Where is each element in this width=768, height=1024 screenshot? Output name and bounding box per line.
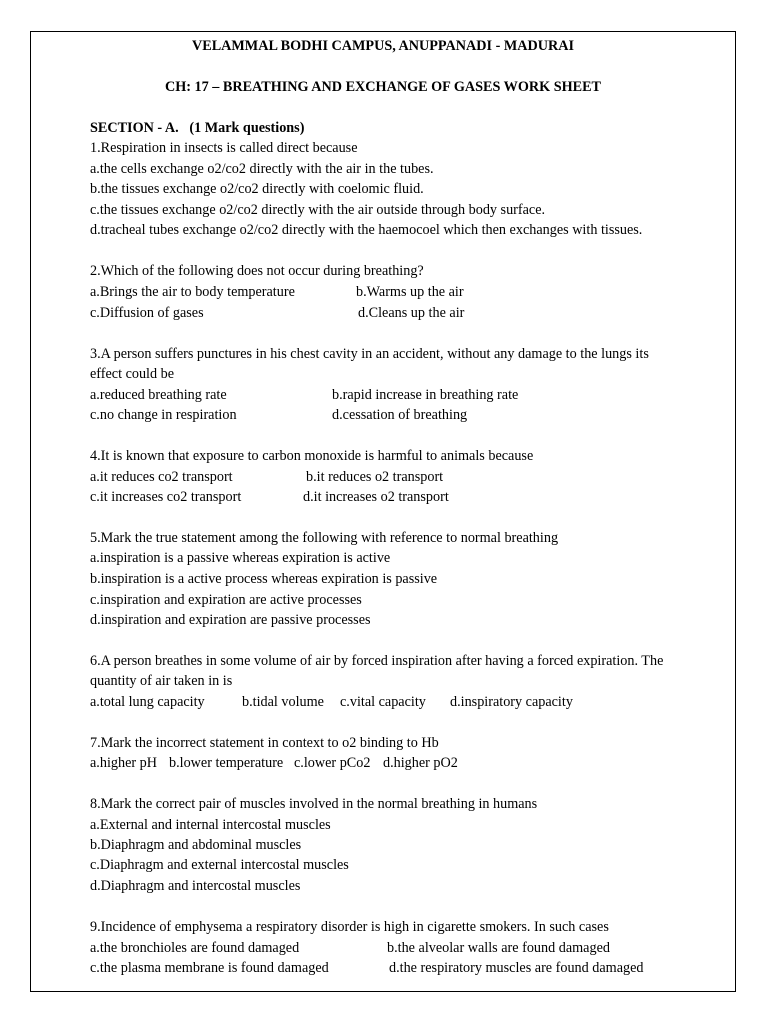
- question-6-option-d: d.inspiratory capacity: [450, 694, 573, 710]
- question-5-option-d: d.inspiration and expiration are passive processes: [90, 612, 371, 628]
- question-3-option-b: b.rapid increase in breathing rate: [332, 387, 519, 403]
- section-heading: [90, 119, 304, 137]
- question-5-option-a: a.inspiration is a passive whereas expiration is active: [90, 550, 391, 566]
- question-2-option-b: b.Warms up the air: [356, 284, 464, 300]
- question-1-option-a: a.the cells exchange o2/co2 directly with the air in the tubes.: [90, 161, 434, 177]
- section-label: SECTION - A.: [90, 120, 179, 136]
- question-8-option-a: a.External and internal intercostal muscles: [90, 817, 331, 833]
- question-4-option-d: d.it increases o2 transport: [303, 489, 449, 505]
- question-8-option-c: c.Diaphragm and external intercostal muscles: [90, 857, 349, 873]
- question-2-option-c: c.Diffusion of gases: [90, 305, 204, 321]
- question-6-option-c: c.vital capacity: [340, 694, 426, 710]
- question-9-option-d: d.the respiratory muscles are found damaged: [389, 960, 644, 976]
- question-3-stem-line-1: 3.A person suffers punctures in his chest cavity in an accident, without any damage to the lungs its: [90, 346, 649, 362]
- question-6-option-b: b.tidal volume: [242, 694, 324, 710]
- question-1-option-c: c.the tissues exchange o2/co2 directly with the air outside through body surface.: [90, 202, 546, 218]
- question-5-option-c: c.inspiration and expiration are active processes: [90, 592, 362, 608]
- question-4-option-c: c.it increases co2 transport: [90, 489, 242, 505]
- question-5-stem: 5.Mark the true statement among the following with reference to normal breathing: [90, 530, 559, 546]
- question-8-stem: 8.Mark the correct pair of muscles involved in the normal breathing in humans: [90, 796, 538, 812]
- question-7-stem: 7.Mark the incorrect statement in context to o2 binding to Hb: [90, 735, 439, 751]
- question-3-option-a: a.reduced breathing rate: [90, 387, 227, 403]
- question-7-option-b: b.lower temperature: [169, 755, 284, 771]
- section-note: (1 Mark questions): [189, 120, 305, 136]
- question-9-option-b: b.the alveolar walls are found damaged: [387, 940, 610, 956]
- school-name: VELAMMAL BODHI CAMPUS, ANUPPANADI - MADURAI: [192, 38, 574, 54]
- question-4-stem: 4.It is known that exposure to carbon monoxide is harmful to animals because: [90, 448, 534, 464]
- question-8-option-b: b.Diaphragm and abdominal muscles: [90, 837, 302, 853]
- question-5-option-b: b.inspiration is a active process whereas expiration is passive: [90, 571, 438, 587]
- question-7-option-a: a.higher pH: [90, 755, 157, 771]
- question-1-option-d: d.tracheal tubes exchange o2/co2 directly with the haemocoel which then exchanges with tissues.: [90, 222, 643, 238]
- question-7-option-c: c.lower pCo2: [294, 755, 371, 771]
- question-6-option-a: a.total lung capacity: [90, 694, 205, 710]
- question-6-stem-line-1: 6.A person breathes in some volume of air by forced inspiration after having a forced expiration. The: [90, 653, 664, 669]
- question-8-option-d: d.Diaphragm and intercostal muscles: [90, 878, 301, 894]
- question-1-stem: 1.Respiration in insects is called direct because: [90, 140, 358, 156]
- question-4-option-a: a.it reduces co2 transport: [90, 469, 233, 485]
- question-3-option-c: c.no change in respiration: [90, 407, 237, 423]
- question-1-option-b: b.the tissues exchange o2/co2 directly with coelomic fluid.: [90, 181, 424, 197]
- question-2-stem: 2.Which of the following does not occur during breathing?: [90, 263, 424, 279]
- question-7-option-d: d.higher pO2: [383, 755, 458, 771]
- question-4-option-b: b.it reduces o2 transport: [306, 469, 444, 485]
- question-3-stem-line-2: effect could be: [90, 366, 175, 382]
- question-2-option-a: a.Brings the air to body temperature: [90, 284, 295, 300]
- question-9-stem: 9.Incidence of emphysema a respiratory disorder is high in cigarette smokers. In such cases: [90, 919, 609, 935]
- question-6-stem-line-2: quantity of air taken in is: [90, 673, 233, 689]
- question-9-option-c: c.the plasma membrane is found damaged: [90, 960, 329, 976]
- question-2-option-d: d.Cleans up the air: [358, 305, 465, 321]
- question-9-option-a: a.the bronchioles are found damaged: [90, 940, 300, 956]
- question-3-option-d: d.cessation of breathing: [332, 407, 468, 423]
- worksheet-title: CH: 17 – BREATHING AND EXCHANGE OF GASES WORK SHEET: [164, 79, 602, 95]
